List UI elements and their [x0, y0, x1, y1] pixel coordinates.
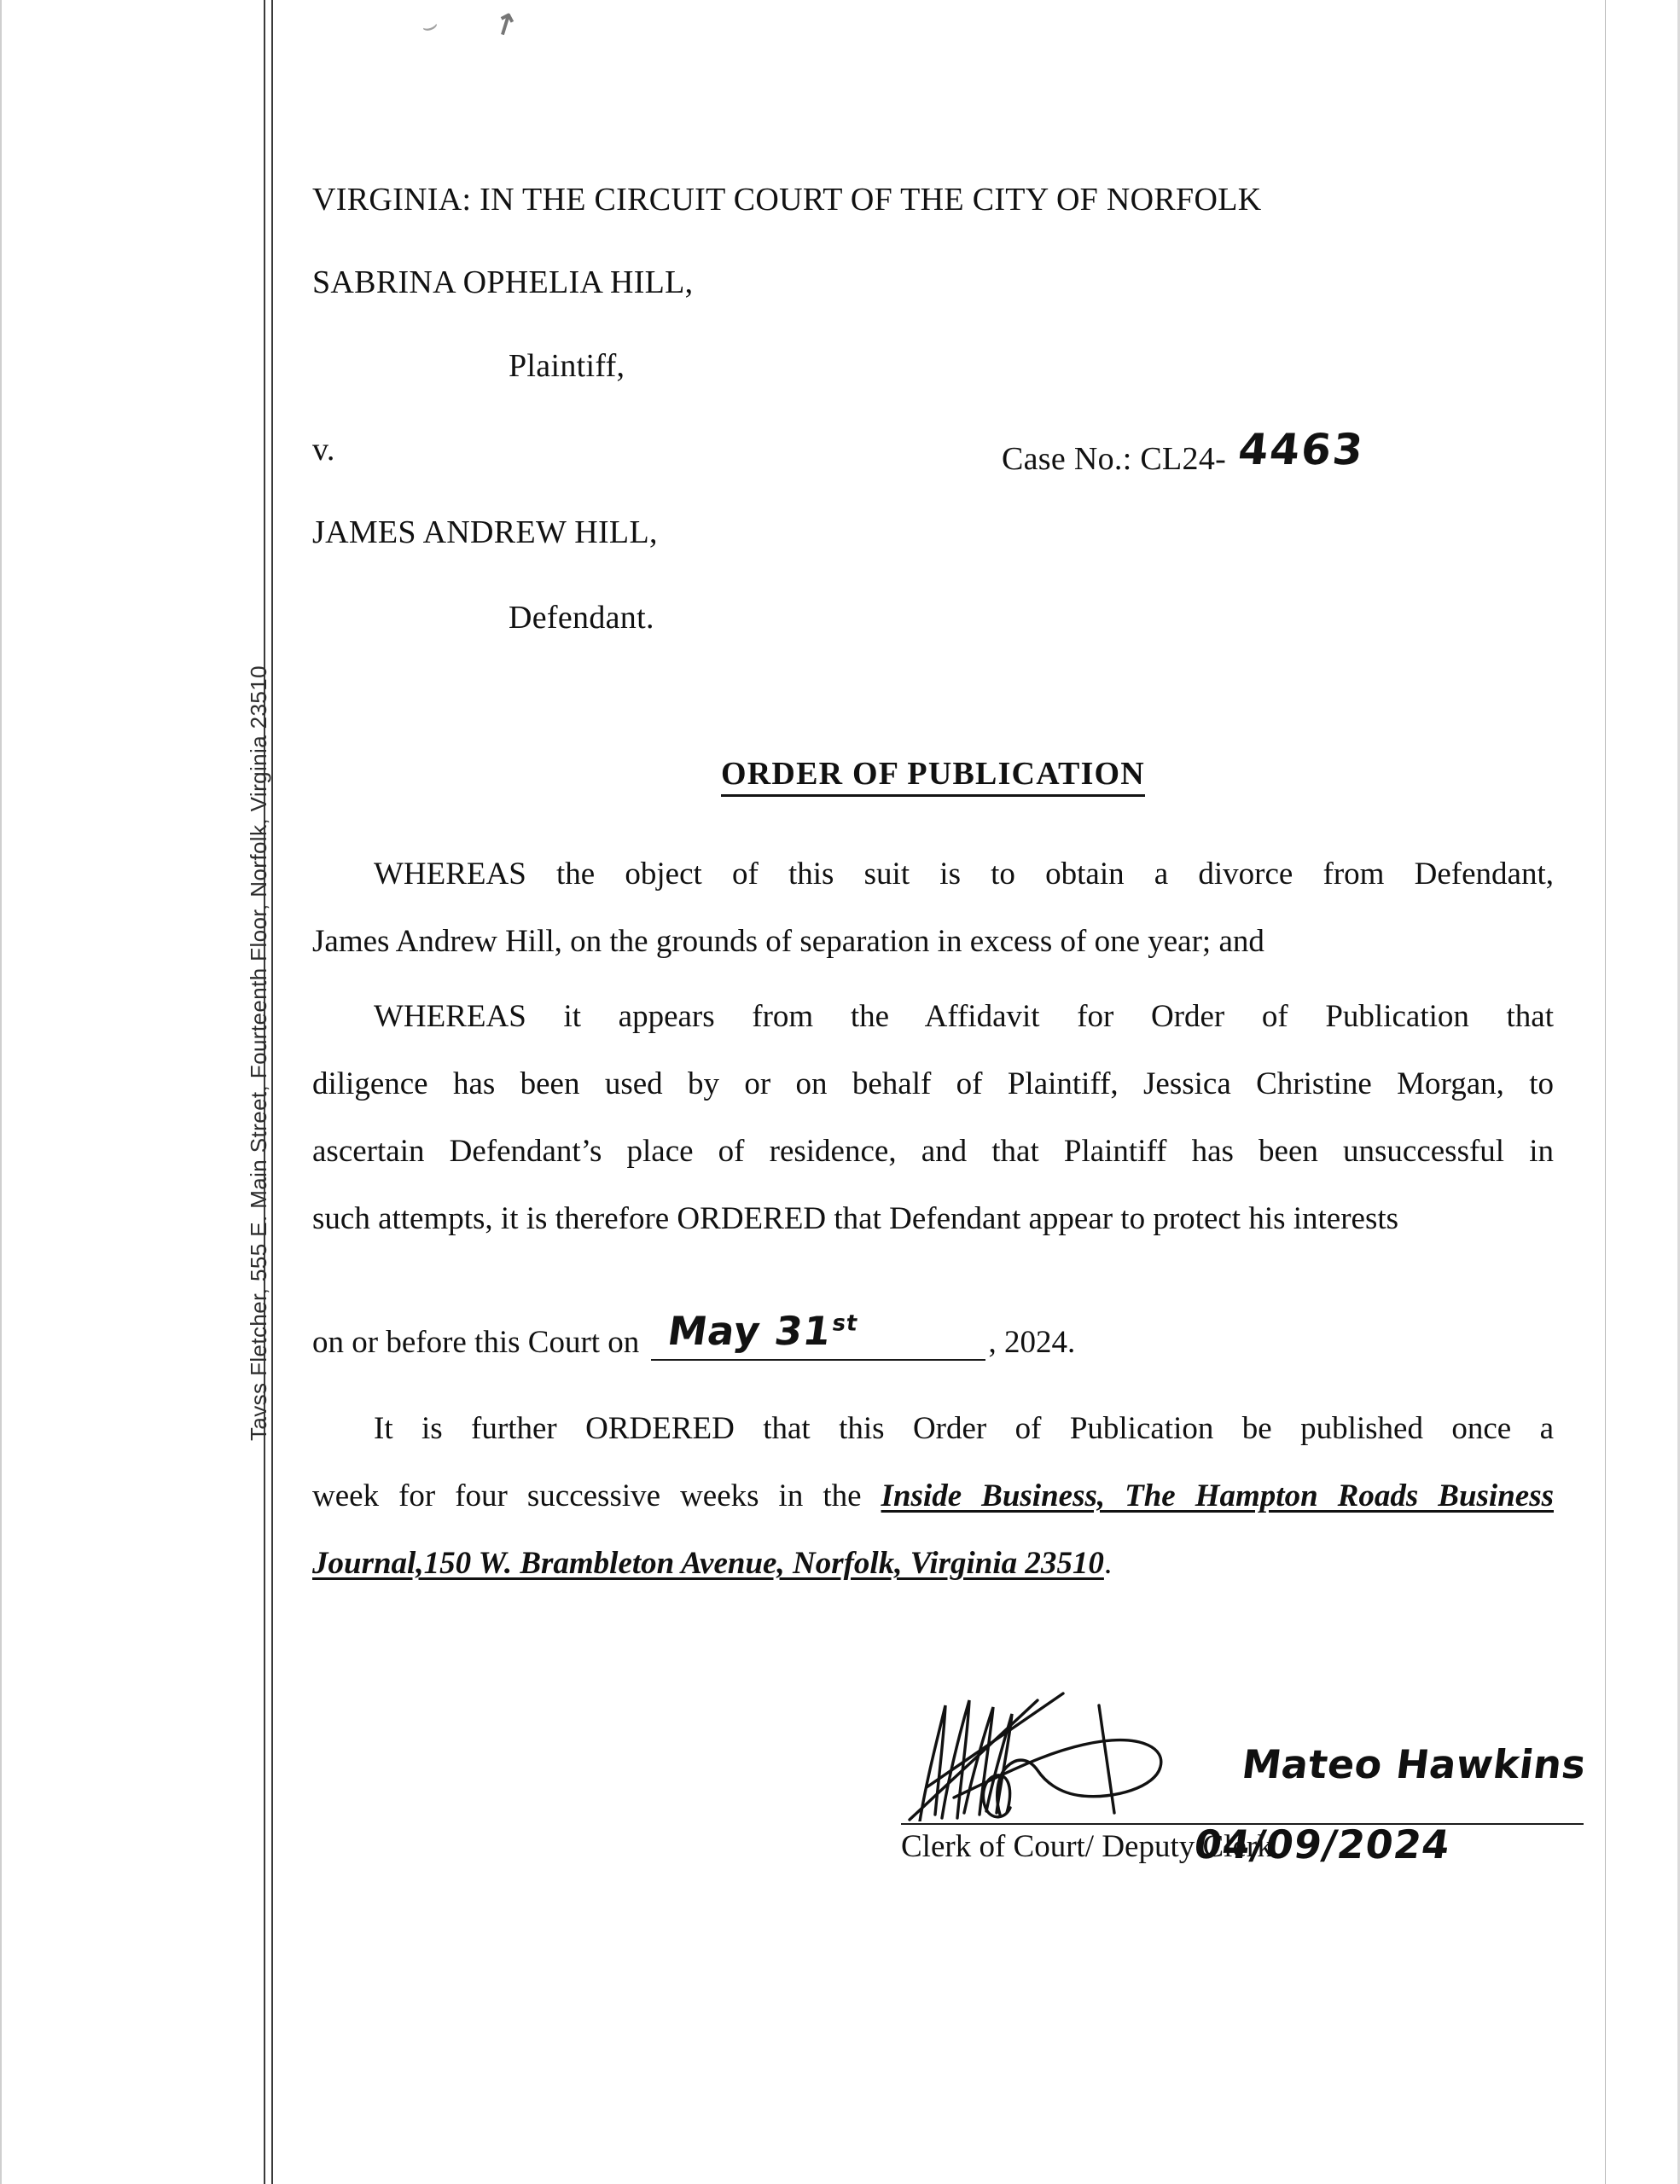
paragraph-whereas-affidavit: [312, 983, 1554, 1252]
clerk-signature-date: 04/09/2024: [1191, 1821, 1454, 1867]
paragraph-line: [312, 1530, 1554, 1597]
appearance-date-ordinal: st: [830, 1310, 860, 1337]
ink-mark-icon: ↗: [487, 4, 524, 44]
paragraph-line: such attempts, it is therefore ORDERED that Defendant appear to protect his interests: [312, 1201, 1399, 1236]
appearance-date-blank[interactable]: [651, 1308, 985, 1361]
paragraph-line: WHEREAS it appears from the Affidavit for Order of Publication that: [374, 999, 1554, 1034]
clerk-signature-name: Mateo Hawkins: [1239, 1741, 1589, 1787]
publication-line-prefix: week for four successive weeks in the: [312, 1478, 881, 1513]
order-title: [312, 755, 1554, 797]
ink-speck-icon: ⌣: [417, 9, 443, 43]
plaintiff-label: Plaintiff,: [509, 348, 625, 384]
plaintiff-name: SABRINA OPHELIA HILL,: [312, 264, 694, 300]
paragraph-whereas-object: [312, 840, 1554, 975]
order-title-text: ORDER OF PUBLICATION: [721, 755, 1145, 797]
paragraph-line: WHEREAS the object of this suit is to obtain a divorce from Defendant,: [374, 857, 1554, 892]
publication-name-part1: Inside Business, The Hampton Roads Business: [881, 1478, 1554, 1513]
publication-line-period: .: [1103, 1546, 1113, 1581]
appearance-date-prefix: on or before this Court on: [312, 1325, 640, 1360]
scan-edge-right: [1605, 0, 1606, 2184]
defendant-name: JAMES ANDREW HILL,: [312, 514, 658, 550]
versus-label: v.: [312, 432, 335, 468]
paragraph-line: James Andrew Hill, on the grounds of separation in excess of one year; and: [312, 924, 1264, 959]
case-number-row: [1002, 425, 1367, 477]
publication-name-part2: Journal,150 W. Brambleton Avenue, Norfolk, Virginia 23510: [312, 1546, 1104, 1581]
case-number-label: Case No.: CL24-: [1002, 441, 1227, 477]
paragraph-publication: [312, 1395, 1554, 1597]
clerk-signature-label: Clerk of Court/ Deputy Clerk: [901, 1829, 1273, 1864]
appearance-date-monthday: May 31: [664, 1308, 834, 1354]
appearance-date-suffix: , 2024.: [988, 1325, 1076, 1360]
paragraph-line: diligence has been used by or on behalf of Plaintiff, Jessica Christine Morgan, to: [312, 1066, 1554, 1101]
paragraph-line: It is further ORDERED that this Order of Publication be published once a: [374, 1411, 1554, 1446]
case-number-handwritten: 4463: [1235, 425, 1367, 474]
appearance-date-handwritten: [665, 1308, 860, 1354]
appearance-date-row: [312, 1308, 1554, 1361]
firm-imprint-sidebar: Tavss Fletcher, 555 E. Main Street, Fourteenth Floor, Norfolk, Virginia 23510: [246, 665, 271, 1441]
court-heading: VIRGINIA: IN THE CIRCUIT COURT OF THE CITY OF NORFOLK: [312, 182, 1262, 218]
paragraph-line: ascertain Defendant’s place of residence, and that Plaintiff has been unsuccessful in: [312, 1134, 1554, 1169]
paragraph-line: [312, 1462, 1554, 1530]
defendant-label: Defendant.: [509, 600, 654, 636]
scan-edge-left: [0, 0, 2, 2184]
